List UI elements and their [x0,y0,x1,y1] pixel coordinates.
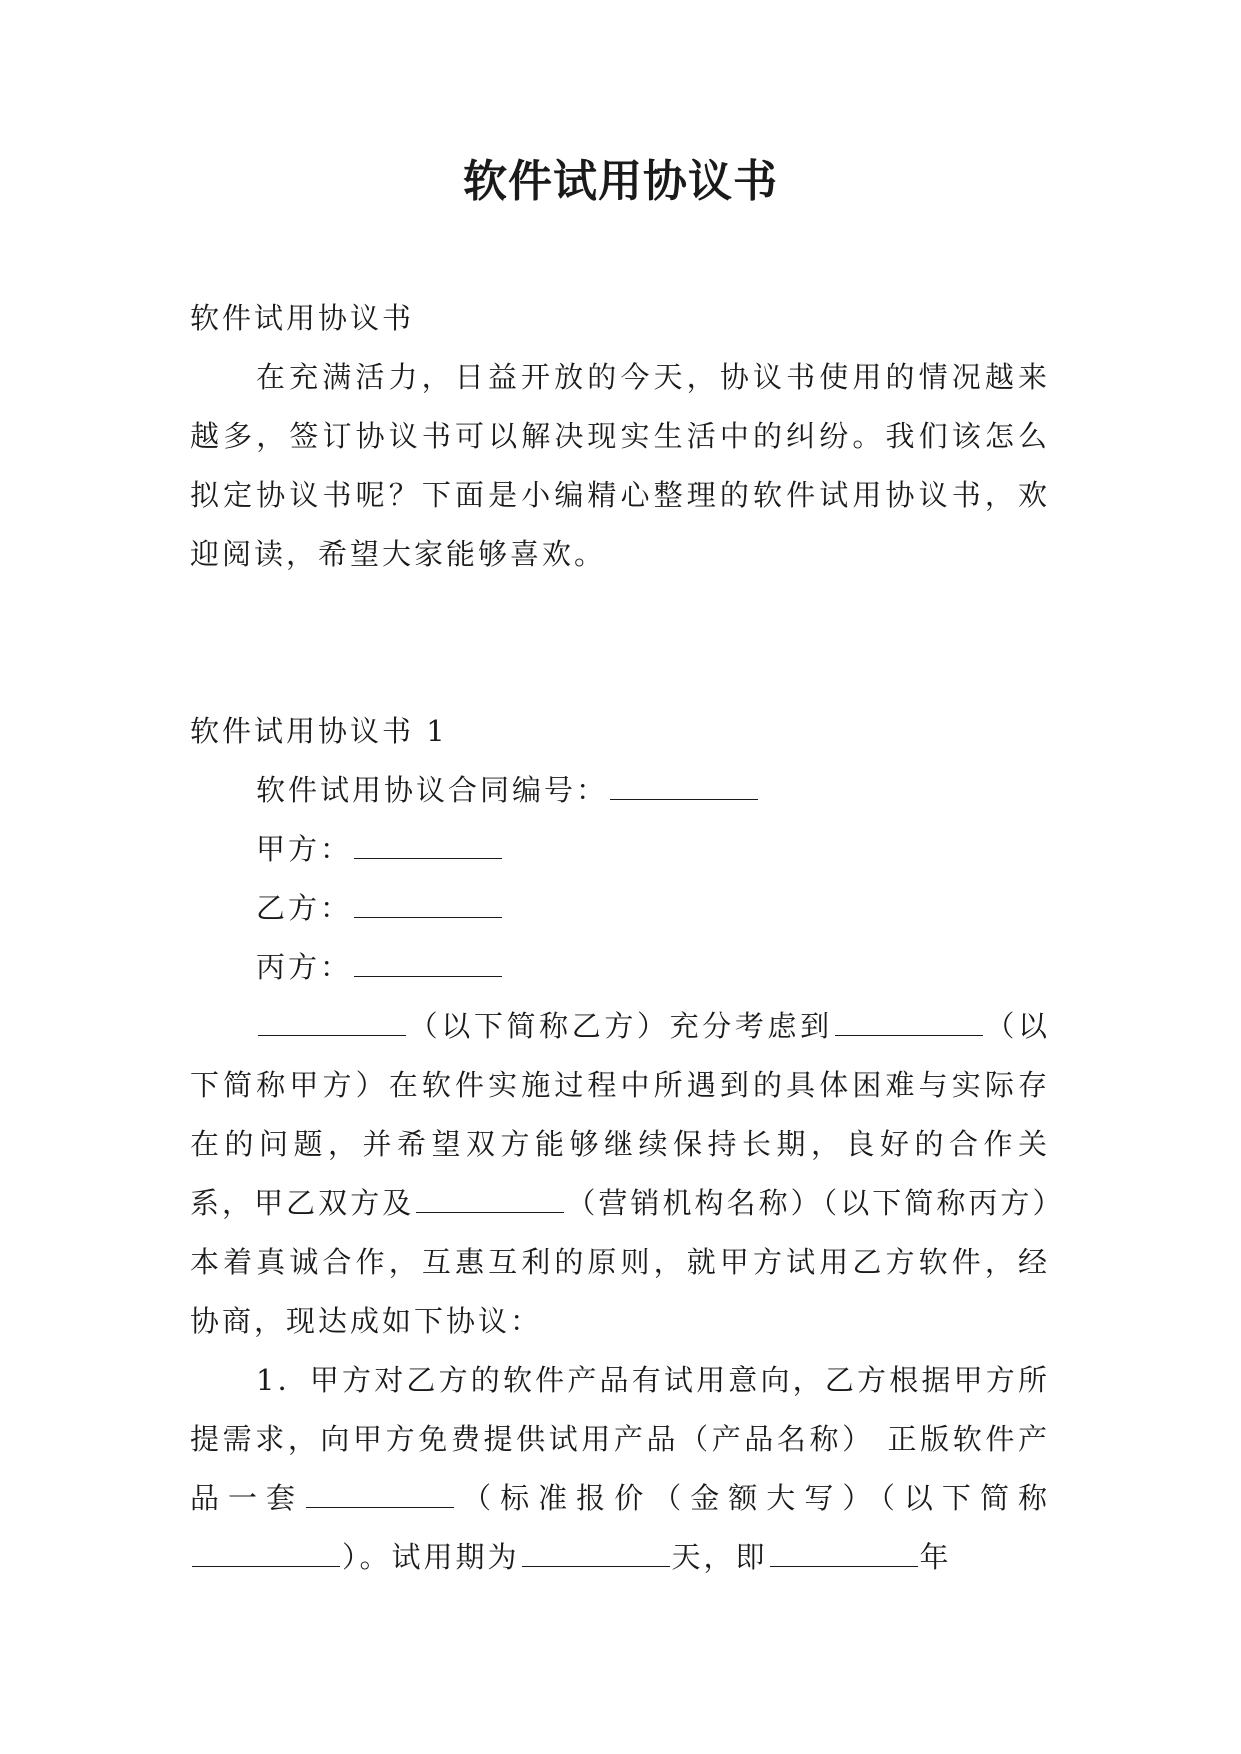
paragraph-text: （营销机构名称）（以下简称丙方）本着真诚合作，互惠互利的原则，就甲方试用乙方软件，经协商，现达成如下协议： [190,1186,1050,1338]
party-c-blank [354,950,502,977]
blank [522,1540,670,1567]
document-subtitle: 软件试用协议书 [190,301,415,335]
blank [416,1186,564,1213]
blank [306,1481,454,1508]
party-c-label: 丙方： [256,950,353,984]
section-heading: 软件试用协议书 1 [190,714,448,748]
party-c-line [190,938,1050,997]
party-a-line [190,820,1050,879]
paragraph-text: （以下简称乙方）充分考虑到 [408,1009,833,1043]
contract-number-label: 软件试用协议合同编号： [256,773,609,807]
paragraph-text: ）。试用期为 [342,1540,520,1574]
blank [258,1009,406,1036]
paragraph-text: 年 [919,1540,952,1574]
section-gap [190,584,1050,702]
agreement-paragraph-2 [190,1351,1050,1587]
document-body [190,289,1050,1587]
paragraph-text: 天，即 [671,1540,768,1574]
contract-number-blank [610,773,758,800]
intro-paragraph: 在充满活力，日益开放的今天，协议书使用的情况越来越多，签订协议书可以解决现实生活中的纠纷。我们该怎么拟定协议书呢？下面是小编精心整理的软件试用协议书，欢迎阅读，希望大家能够喜欢。 [190,360,1050,571]
document-title: 软件试用协议书 [463,156,778,207]
paragraph-text: 1．甲方对乙方的软件产品有试用意向，乙方根据甲方所提需求，向甲方免费提供试用产品（产品名称） 正版软件产品一套 [190,1363,1050,1515]
party-b-label: 乙方： [256,891,353,925]
party-b-blank [354,891,502,918]
contract-number-line [190,761,1050,820]
blank [835,1009,983,1036]
party-a-label: 甲方： [256,832,353,866]
paragraph-text: （以下简称甲方）在软件实施过程中所遇到的具体困难与实际存在的问题，并希望双方能够继续保持长期，良好的合作关系，甲乙双方及 [190,1009,1050,1220]
paragraph-text: （标准报价（金额大写）（以下简称 [456,1481,1050,1515]
blank [192,1540,340,1567]
party-b-line [190,879,1050,938]
agreement-paragraph-1 [190,997,1050,1351]
blank [770,1540,918,1567]
party-a-blank [354,832,502,859]
